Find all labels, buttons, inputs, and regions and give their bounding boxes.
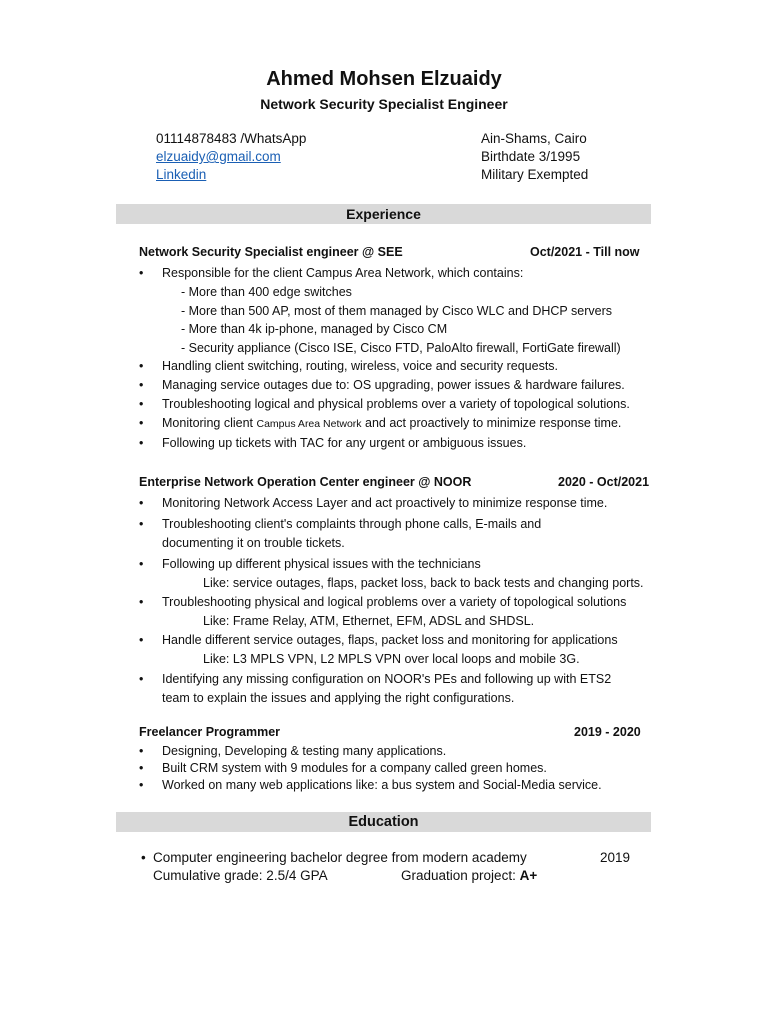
degree-year: 2019: [600, 850, 631, 865]
contact-left: [156, 130, 306, 184]
job3-date: 2019 - 2020: [574, 725, 641, 739]
birthdate: Birthdate 3/1995: [481, 149, 581, 164]
candidate-role: Network Security Specialist Engineer: [260, 96, 508, 112]
list-item: • Troubleshooting logical and physical problems over a variety of topological solutions.: [139, 395, 659, 414]
job3-list: [139, 743, 659, 794]
list-item: • Monitoring client Campus Area Network and act proactively to minimize response time.: [139, 414, 659, 434]
list-item: • Built CRM system with 9 modules for a company called green homes.: [139, 760, 659, 777]
graduation-project: Graduation project: A+: [401, 868, 538, 883]
list-subitem: Like: service outages, flaps, packet loss, back to back tests and changing ports.: [203, 576, 644, 590]
education-degree-row: [152, 849, 631, 867]
list-item: • Identifying any missing configuration on NOOR's PEs and following up with ETS2 team to explain the issues and applying the right configurations.: [139, 670, 659, 708]
job1-date: Oct/2021 - Till now: [530, 245, 640, 259]
education-block: [152, 849, 631, 885]
location: Ain-Shams, Cairo: [481, 131, 587, 146]
list-subitem: - More than 500 AP, most of them managed by Cisco WLC and DHCP servers: [181, 303, 612, 318]
education-bullet: •: [141, 850, 146, 865]
job1-title: Network Security Specialist engineer @ SEE: [139, 245, 403, 259]
list-item: • Handle different service outages, flaps, packet loss and monitoring for applications: [139, 631, 659, 650]
list-item: • Designing, Developing & testing many applications.: [139, 743, 659, 760]
job2-title: Enterprise Network Operation Center engineer @ NOOR: [139, 475, 472, 489]
list-item: • Worked on many web applications like: a bus system and Social-Media service.: [139, 777, 659, 794]
list-subitem: - More than 400 edge switches: [181, 285, 352, 299]
list-item: • Following up different physical issues with the technicians: [139, 555, 659, 574]
education-heading: Education: [116, 812, 651, 832]
list-subitem: - Security appliance (Cisco ISE, Cisco FTD, PaloAlto firewall, FortiGate firewall): [181, 340, 621, 355]
list-item: • Troubleshooting client's complaints through phone calls, E-mails and documenting it on trouble tickets.: [139, 515, 659, 553]
education-grade-row: [152, 867, 538, 885]
job1-list: [139, 264, 659, 453]
degree-text: Computer engineering bachelor degree from modern academy: [153, 850, 527, 865]
list-item: • Following up tickets with TAC for any urgent or ambiguous issues.: [139, 434, 659, 453]
gpa-text: Cumulative grade: 2.5/4 GPA: [153, 868, 328, 883]
list-item: • Troubleshooting physical and logical problems over a variety of topological solutions: [139, 593, 659, 612]
military-status: Military Exempted: [481, 167, 589, 182]
list-item: • Handling client switching, routing, wireless, voice and security requests.: [139, 357, 659, 376]
list-subitem: Like: Frame Relay, ATM, Ethernet, EFM, ADSL and SHDSL.: [203, 614, 535, 628]
experience-heading: Experience: [116, 204, 651, 224]
job2-list: [139, 494, 659, 708]
phone-number: 01114878483 /WhatsApp: [156, 131, 307, 146]
list-subitem: - More than 4k ip-phone, managed by Cisco CM: [181, 322, 448, 336]
email-link[interactable]: elzuaidy@gmail.com: [156, 149, 281, 164]
candidate-name: Ahmed Mohsen Elzuaidy: [266, 68, 502, 90]
list-subitem: Like: L3 MPLS VPN, L2 MPLS VPN over local loops and mobile 3G.: [203, 652, 580, 666]
list-item: • Managing service outages due to: OS upgrading, power issues & hardware failures.: [139, 376, 659, 395]
job3-title: Freelancer Programmer: [139, 725, 281, 739]
list-item: • Responsible for the client Campus Area Network, which contains:: [139, 264, 659, 283]
job2-date: 2020 - Oct/2021: [558, 475, 650, 489]
linkedin-link[interactable]: Linkedin: [156, 167, 207, 182]
list-item: • Monitoring Network Access Layer and act proactively to minimize response time.: [139, 494, 659, 513]
contact-right: [481, 130, 588, 184]
